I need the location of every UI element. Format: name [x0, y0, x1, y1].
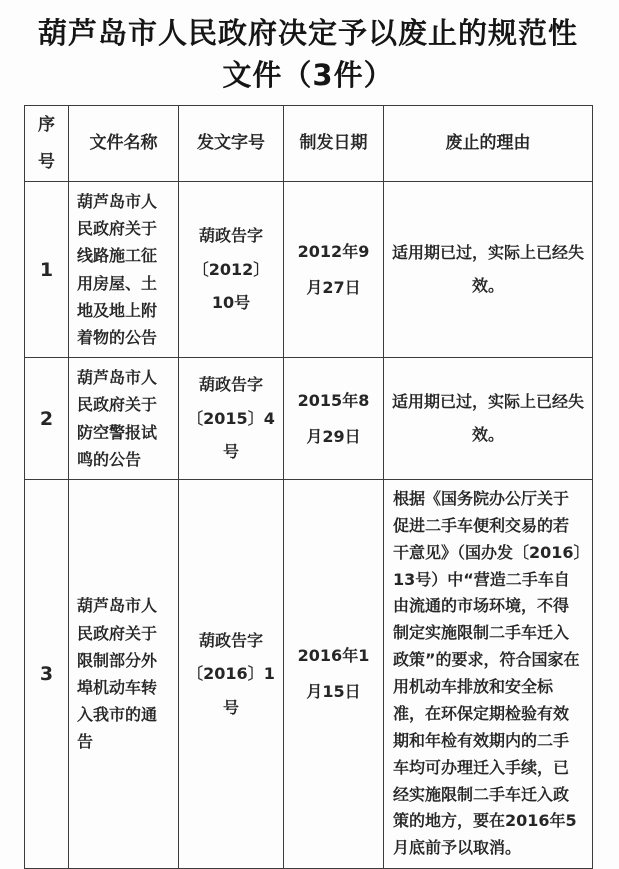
page-title-line-1: 葫芦岛市人民政府决定予以废止的规范性	[37, 16, 578, 50]
document-name-cell: 葫芦岛市人民政府关于线路施工征用房屋、土地及地上附着物的公告	[69, 182, 179, 358]
row-index-cell: 2	[25, 358, 69, 480]
header-document-name: 文件名称	[69, 106, 179, 182]
row-index-cell: 1	[25, 182, 69, 358]
document-number-cell: 葫政告字〔2015〕4号	[179, 358, 284, 480]
header-document-number: 发文字号	[179, 106, 284, 182]
table-row	[25, 182, 593, 358]
document-number-cell: 葫政告字〔2016〕1号	[179, 479, 284, 868]
abolish-reason-cell: 根据《国务院办公厅关于促进二手车便利交易的若干意见》（国办发〔2016〕13号）中“营造二手车自由流通的市场环境，不得制定实施限制二手车迁入政策”的要求，符合国家在用机动车排放和安全标准，在环保定期检验有效期和年检有效期内的二手车均可办理迁入手续，已经实施限制二手车迁入政策的地方，要在2016年5月底前予以取消。	[384, 479, 593, 868]
row-index-cell: 3	[25, 479, 69, 868]
issue-date-cell: 2012年9月27日	[284, 182, 384, 358]
abolished-documents-table	[24, 105, 593, 869]
header-index: 序号	[25, 106, 69, 182]
document-name-cell: 葫芦岛市人民政府关于限制部分外埠机动车转入我市的通告	[69, 479, 179, 868]
header-row	[25, 106, 593, 182]
document-name-cell: 葫芦岛市人民政府关于防空警报试鸣的公告	[69, 358, 179, 480]
abolish-reason-cell: 适用期已过，实际上已经失效。	[384, 358, 593, 480]
issue-date-cell: 2015年8月29日	[284, 358, 384, 480]
document-number-cell: 葫政告字〔2012〕10号	[179, 182, 284, 358]
page-title-line-2: 文件（3件）	[222, 58, 394, 92]
issue-date-cell: 2016年1月15日	[284, 479, 384, 868]
page-title	[24, 12, 592, 96]
table-row	[25, 479, 593, 868]
header-issue-date: 制发日期	[284, 106, 384, 182]
abolish-reason-cell: 适用期已过，实际上已经失效。	[384, 182, 593, 358]
table-row	[25, 358, 593, 480]
header-abolish-reason: 废止的理由	[384, 106, 593, 182]
